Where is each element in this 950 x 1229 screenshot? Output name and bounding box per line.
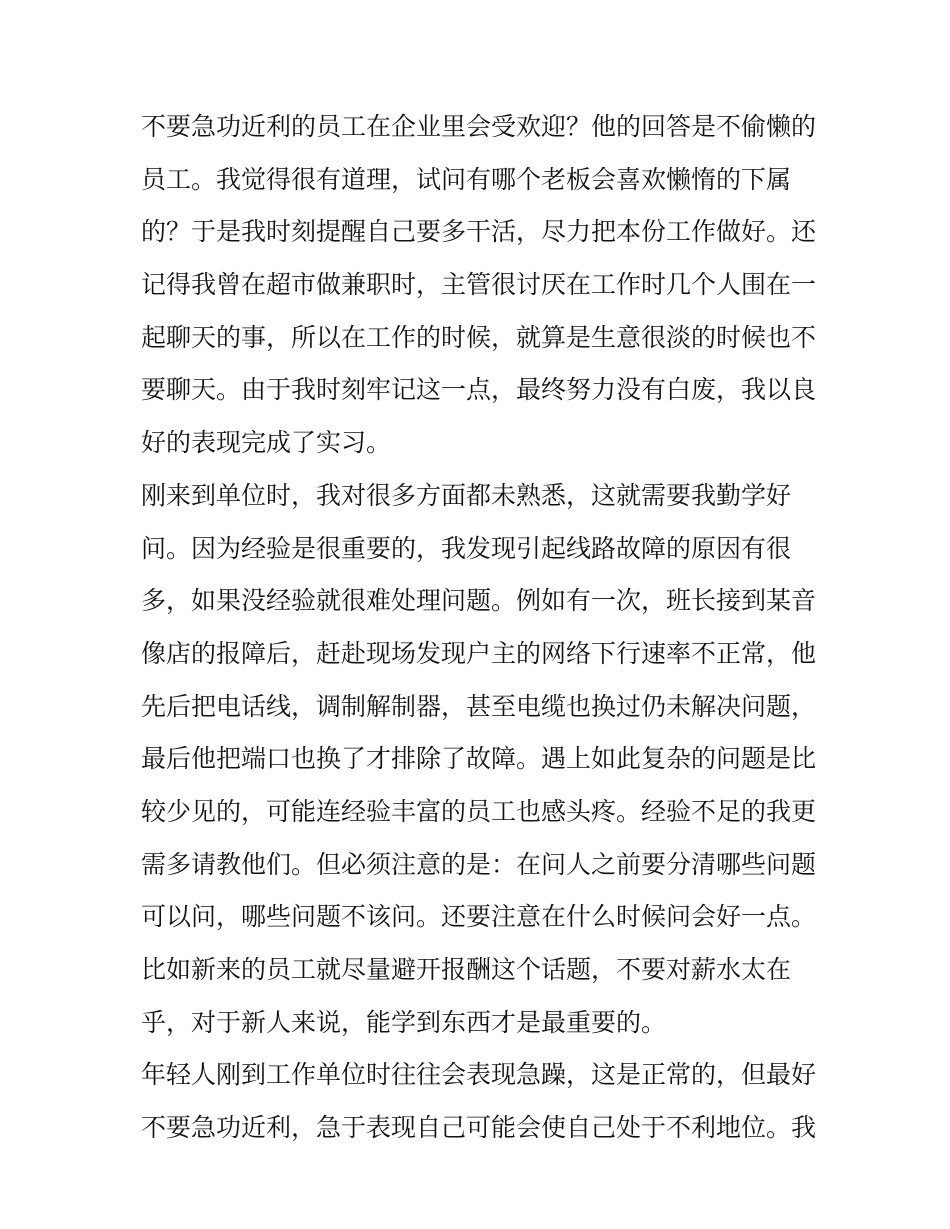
text-line: 像店的报障后，赶赴现场发现户主的网络下行速率不正常，他 — [141, 638, 817, 668]
text-line: 最后他把端口也换了才排除了故障。遇上如此复杂的问题是比 — [141, 744, 817, 774]
text-line: 年轻人刚到工作单位时往往会表现急躁，这是正常的，但最好 — [141, 1060, 817, 1090]
text-line: 不要急功近利，急于表现自己可能会使自己处于不利地位。我 — [141, 1113, 817, 1143]
text-line: 好的表现完成了实习。 — [141, 428, 392, 458]
text-line: 记得我曾在超市做兼职时，主管很讨厌在工作时几个人围在一 — [141, 270, 817, 300]
text-line: 要聊天。由于我时刻牢记这一点，最终努力没有白废，我以良 — [141, 375, 817, 405]
text-line: 问。因为经验是很重要的，我发现引起线路故障的原因有很 — [141, 533, 792, 563]
text-line: 需多请教他们。但必须注意的是：在问人之前要分清哪些问题 — [141, 849, 817, 879]
text-line: 刚来到单位时，我对很多方面都未熟悉，这就需要我勤学好 — [141, 480, 792, 510]
text-line: 较少见的，可能连经验丰富的员工也感头疼。经验不足的我更 — [141, 796, 817, 826]
text-line: 比如新来的员工就尽量避开报酬这个话题，不要对薪水太在 — [141, 955, 792, 984]
text-line: 起聊天的事，所以在工作的时候，就算是生意很淡的时候也不 — [141, 322, 817, 352]
text-line: 乎，对于新人来说，能学到东西才是最重要的。 — [141, 1007, 667, 1037]
text-line: 先后把电话线，调制解制器，甚至电缆也换过仍未解决问题， — [141, 691, 817, 721]
text-line: 不要急功近利的员工在企业里会受欢迎？他的回答是不偷懒的 — [141, 112, 817, 141]
text-line: 多，如果没经验就很难处理问题。例如有一次，班长接到某音 — [141, 586, 817, 616]
text-line: 的？于是我时刻提醒自己要多干活，尽力把本份工作做好。还 — [141, 217, 817, 247]
text-line: 员工。我觉得很有道理，试问有哪个老板会喜欢懒惰的下属 — [141, 164, 792, 194]
body-text — [141, 101, 821, 1155]
text-line: 可以问，哪些问题不该问。还要注意在什么时候问会好一点。 — [141, 902, 817, 932]
